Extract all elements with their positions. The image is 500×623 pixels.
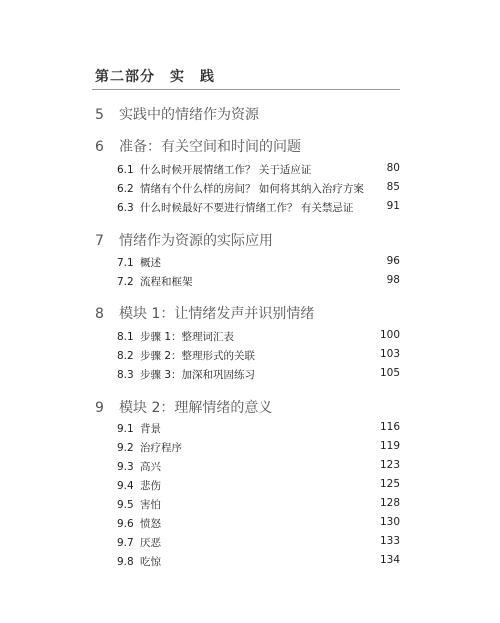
section-title: 厌恶 xyxy=(140,537,161,549)
section-number: 9.7 xyxy=(117,537,134,549)
toc-entry[interactable] xyxy=(117,200,400,215)
section-title: 治疗程序 xyxy=(140,442,182,454)
section-number: 7.2 xyxy=(117,276,134,288)
page-number: 119 xyxy=(379,440,400,452)
section-number: 6.3 xyxy=(117,202,134,214)
chapter-number: 5 xyxy=(95,107,104,123)
section-title: 流程和框架 xyxy=(140,276,193,288)
part-title: 第二部分 实 践 xyxy=(95,69,215,85)
page-number: 80 xyxy=(386,162,400,174)
toc-entry[interactable] xyxy=(117,440,400,455)
section-title: 害怕 xyxy=(140,499,161,511)
section-number: 6.1 xyxy=(117,164,134,176)
section-number: 8.1 xyxy=(117,331,134,343)
chapter-title: 情绪作为资源的实际应用 xyxy=(119,233,273,249)
chapter-title: 模块 1：让情绪发声并识别情绪 xyxy=(119,306,315,322)
section-title: 情绪有个什么样的房间？ 如何将其纳入治疗方案 xyxy=(140,183,364,195)
chapter-heading[interactable] xyxy=(95,397,272,417)
chapter-heading[interactable] xyxy=(95,230,273,250)
section-title: 什么时候开展情绪工作？ 关于适应证 xyxy=(140,164,312,176)
section-number: 8.3 xyxy=(117,369,134,381)
toc-entry[interactable] xyxy=(117,554,400,569)
section-title: 悲伤 xyxy=(140,480,161,492)
toc-entry[interactable] xyxy=(117,516,400,531)
toc-entry[interactable] xyxy=(117,348,400,363)
toc-entry[interactable] xyxy=(117,329,400,344)
section-number: 9.8 xyxy=(117,556,134,568)
toc-entry[interactable] xyxy=(117,497,400,512)
section-title: 吃惊 xyxy=(140,556,161,568)
section-title: 步骤 3：加深和巩固练习 xyxy=(140,369,256,381)
toc-entry[interactable] xyxy=(117,162,400,177)
page-number: 100 xyxy=(379,329,400,341)
page-number: 128 xyxy=(379,497,400,509)
chapter-number: 9 xyxy=(95,400,104,416)
section-number: 9.3 xyxy=(117,461,134,473)
section-title: 愤怒 xyxy=(140,518,161,530)
page-number: 105 xyxy=(379,367,400,379)
chapter-heading[interactable] xyxy=(95,303,314,323)
page-number: 103 xyxy=(379,348,400,360)
page-number: 123 xyxy=(379,459,400,471)
toc-entry[interactable] xyxy=(117,181,400,196)
chapter-heading[interactable] xyxy=(95,136,301,156)
toc-entry[interactable] xyxy=(117,367,400,382)
section-number: 9.5 xyxy=(117,499,134,511)
section-number: 9.2 xyxy=(117,442,134,454)
page-number: 85 xyxy=(386,181,400,193)
toc-entry[interactable] xyxy=(117,478,400,493)
toc-entry[interactable] xyxy=(117,459,400,474)
page-number: 116 xyxy=(379,421,400,433)
chapter-title: 实践中的情绪作为资源 xyxy=(119,107,259,123)
chapter-number: 8 xyxy=(95,306,104,322)
section-title: 背景 xyxy=(140,423,161,435)
section-title: 概述 xyxy=(140,257,161,269)
toc-entry[interactable] xyxy=(117,255,400,270)
section-number: 9.4 xyxy=(117,480,134,492)
page-number: 96 xyxy=(386,255,400,267)
section-number: 9.6 xyxy=(117,518,134,530)
toc-entry[interactable] xyxy=(117,274,400,289)
chapter-title: 模块 2：理解情绪的意义 xyxy=(119,400,273,416)
section-number: 9.1 xyxy=(117,423,134,435)
page-number: 91 xyxy=(386,200,400,212)
section-title: 什么时候最好不要进行情绪工作？ 有关禁忌证 xyxy=(140,202,354,214)
page-number: 130 xyxy=(379,516,400,528)
toc-entry[interactable] xyxy=(117,535,400,550)
section-number: 7.1 xyxy=(117,257,134,269)
page-number: 125 xyxy=(379,478,400,490)
section-number: 8.2 xyxy=(117,350,134,362)
toc-entry[interactable] xyxy=(117,421,400,436)
chapter-number: 7 xyxy=(95,233,104,249)
chapter-title: 准备：有关空间和时间的问题 xyxy=(119,139,301,155)
chapter-number: 6 xyxy=(95,139,104,155)
section-title: 步骤 2：整理形式的关联 xyxy=(140,350,256,362)
page-number: 98 xyxy=(386,274,400,286)
section-title: 高兴 xyxy=(140,461,161,473)
page-number: 133 xyxy=(379,535,400,547)
chapter-heading[interactable] xyxy=(95,104,259,124)
part-divider xyxy=(92,89,400,90)
page-number: 134 xyxy=(379,554,400,566)
section-number: 6.2 xyxy=(117,183,134,195)
section-title: 步骤 1：整理词汇表 xyxy=(140,331,235,343)
